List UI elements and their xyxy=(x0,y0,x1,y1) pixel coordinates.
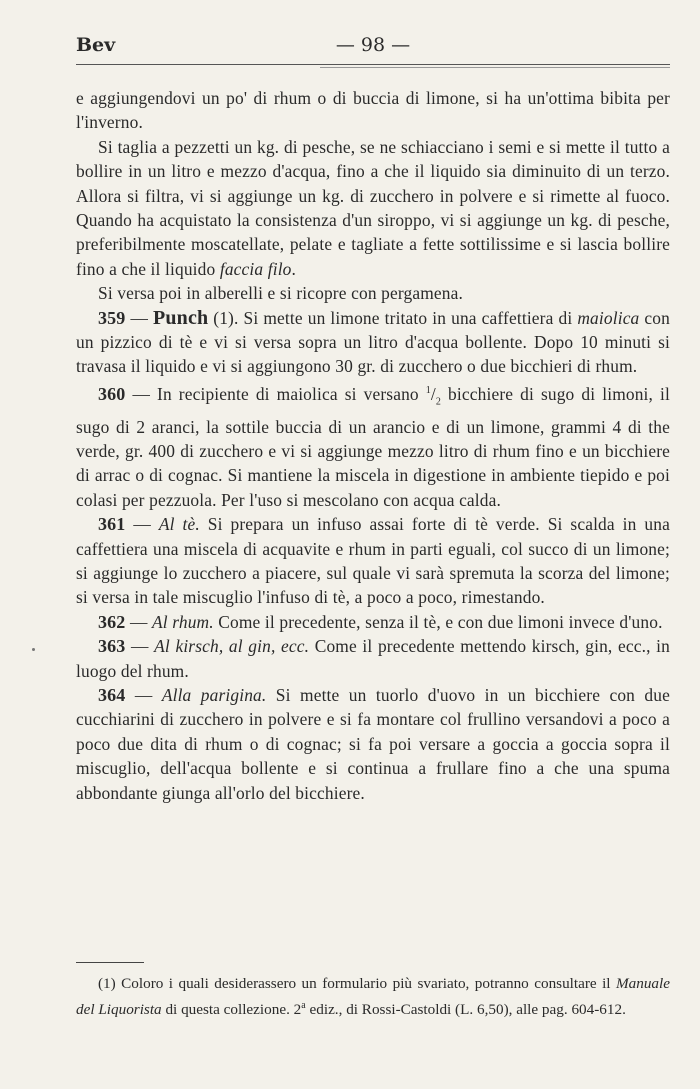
page-body xyxy=(76,86,670,805)
page-number: — 98 — xyxy=(335,34,411,56)
header-rule-secondary xyxy=(320,67,670,68)
header-rule xyxy=(76,64,670,65)
recipe-359: 359 — Punch (1). Si mette un limone tritato in una caffettiera di maiolica con un pizzico di tè e vi si versa sopra un litro d'acqua bollente. Dopo 10 minuti si travasa il liquido e vi si aggiungono 30 gr. di zucchero o due bicchieri di rhum. xyxy=(76,306,670,377)
paragraph-continuation: e aggiungendovi un po' di rhum o di buccia di limone, si ha un'ottima bibita per l'inverno. xyxy=(76,88,670,133)
margin-speck xyxy=(32,648,35,651)
recipe-number: 360 xyxy=(98,383,126,404)
footnote-rule xyxy=(76,962,144,963)
recipe-363: 363 — Al kirsch, al gin, ecc. Come il precedente mettendo kirsch, gin, ecc., in luogo del rhum. xyxy=(76,636,670,681)
recipe-number: 361 xyxy=(98,514,126,535)
recipe-364: 364 — Alla parigina. Si mette un tuorlo d'uovo in un bicchiere con due cucchiarini di zucchero in polvere e si fa montare col frullino versandovi a poco a poco due dita di rhum o di cognac; si fa poi versare a goccia a goccia sopra il miscuglio, dell'acqua bollente e si continua a frullare fino a che una spuma abbondante giunga all'orlo del bicchiere. xyxy=(76,685,670,803)
recipe-362: 362 — Al rhum. Come il precedente, senza il tè, e con due limoni invece d'uno. xyxy=(98,611,663,632)
running-title: Bev xyxy=(76,34,116,56)
page-header xyxy=(76,34,670,58)
section-title: Punch xyxy=(153,306,209,329)
recipe-number: 362 xyxy=(98,611,126,632)
recipe-number: 363 xyxy=(98,636,126,657)
recipe-360: 360 — In recipiente di maiolica si versano $^1/_2$ bicchiere di sugo di limoni, il sugo di 2 aranci, la sottile buccia di un arancio e di un limone, grammi 4 di the verde, gr. 400 di zucchero e vi si aggiunge mezzo litro di rhum fino e un bicchiere di arrac o di cognac. Si mantiene la miscela in digestione in ambiente tiepido e poi colasi per pezzuola. Per l'uso si mescolano con acqua calda. xyxy=(76,383,670,510)
paragraph-peach-recipe: Si taglia a pezzetti un kg. di pesche, se ne schiacciano i semi e si mette il tutto a bollire in un litro e mezzo d'acqua, fino a che il liquido sia diminuito di un terzo. Allora si filtra, vi si aggiunge un kg. di zucchero in polvere e si rimette al fuoco. Quando ha acquistato la consistenza d'un siroppo, vi si aggiunge un kg. di pesche, preferibilmente moscatellate, pelate e tagliate a fette sottilissime e si lascia bollire fino a che il liquido faccia filo. xyxy=(76,136,670,279)
recipe-361: 361 — Al tè. Si prepara un infuso assai forte di tè verde. Si scalda in una caffettiera una miscela di acquavite e rhum in parti eguali, col succo di un limone; si aggiunge lo zucchero a piacere, sul quale vi sarà spremuta la scorza del limone; si versa in tale miscuglio l'infuso di tè, a poco a poco, rimestando. xyxy=(76,514,670,608)
footnote: (1) Coloro i quali desiderassero un formulario più svariato, potranno consultare il Manuale del Liquorista di questa collezione. 2$^a$ ediz., di Rossi-Castoldi (L. 6,50), alle pag. 604-612. xyxy=(76,975,670,1019)
paragraph-storage: Si versa poi in alberelli e si ricopre con pergamena. xyxy=(98,283,463,304)
recipe-number: 364 xyxy=(98,685,126,706)
recipe-number: 359 xyxy=(98,307,126,328)
